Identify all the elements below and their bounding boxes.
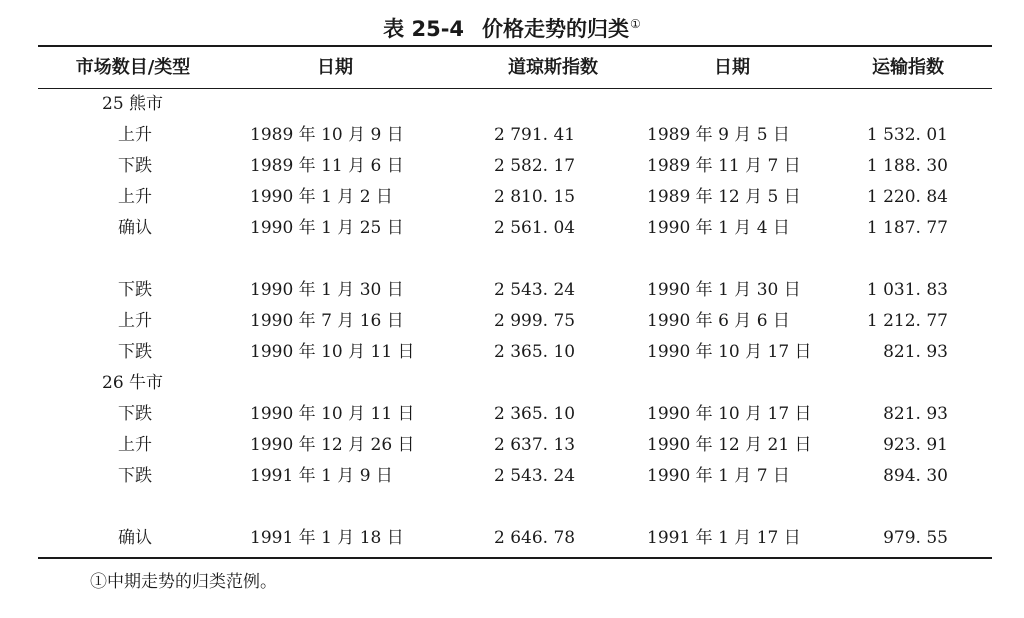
move-type: 确认 — [118, 218, 152, 238]
transport-value: 821. 93 — [883, 404, 948, 424]
transport-date: 1990 年 6 月 6 日 — [647, 311, 790, 331]
table-title-text: 价格走势的归类 — [482, 17, 630, 41]
transport-date: 1990 年 10 月 17 日 — [647, 342, 812, 362]
dow-value: 2 646. 78 — [494, 528, 576, 548]
header-date-dow: 日期 — [317, 57, 353, 78]
transport-value: 1 187. 77 — [866, 218, 948, 238]
move-type: 上升 — [118, 311, 152, 331]
footnote: ①中期走势的归类范例。 — [90, 572, 277, 592]
top-rule — [38, 45, 992, 47]
dow-date: 1991 年 1 月 18 日 — [250, 528, 404, 548]
footnote-marker: ① — [630, 17, 641, 31]
table-number: 表 25-4 — [383, 17, 465, 41]
move-type: 下跌 — [118, 404, 152, 424]
dow-value: 2 561. 04 — [494, 218, 576, 238]
move-type: 上升 — [118, 435, 152, 455]
table-row — [38, 461, 992, 492]
dow-date: 1990 年 1 月 2 日 — [250, 187, 393, 207]
move-type: 上升 — [118, 125, 152, 145]
table-row — [38, 151, 992, 182]
group-label: 25 熊市 — [102, 94, 164, 114]
table-row — [38, 275, 992, 306]
table-row — [38, 120, 992, 151]
dow-date: 1990 年 12 月 26 日 — [250, 435, 415, 455]
move-type: 下跌 — [118, 156, 152, 176]
table-row — [38, 399, 992, 430]
transport-date: 1990 年 1 月 7 日 — [647, 466, 790, 486]
dow-value: 2 637. 13 — [494, 435, 576, 455]
bottom-rule — [38, 557, 992, 559]
dow-value: 2 582. 17 — [494, 156, 576, 176]
header-dow-index: 道琼斯指数 — [508, 57, 598, 78]
table-row — [38, 430, 992, 461]
transport-value: 821. 93 — [883, 342, 948, 362]
dow-value: 2 543. 24 — [494, 466, 576, 486]
table-row — [38, 337, 992, 368]
transport-date: 1989 年 12 月 5 日 — [647, 187, 801, 207]
transport-date: 1990 年 10 月 17 日 — [647, 404, 812, 424]
transport-value: 979. 55 — [883, 528, 948, 548]
move-type: 下跌 — [118, 280, 152, 300]
dow-value: 2 791. 41 — [494, 125, 576, 145]
transport-date: 1990 年 12 月 21 日 — [647, 435, 812, 455]
group-label: 26 牛市 — [102, 373, 164, 393]
header-market-type: 市场数目/类型 — [75, 57, 191, 78]
table-title — [0, 8, 1024, 45]
dow-value: 2 810. 15 — [494, 187, 576, 207]
dow-date: 1990 年 1 月 30 日 — [250, 280, 404, 300]
move-type: 上升 — [118, 187, 152, 207]
group-row — [38, 89, 992, 120]
transport-value: 1 532. 01 — [866, 125, 948, 145]
transport-value: 1 188. 30 — [866, 156, 948, 176]
dow-date: 1990 年 10 月 11 日 — [250, 342, 415, 362]
dow-value: 2 999. 75 — [494, 311, 576, 331]
table-row — [38, 182, 992, 213]
move-type: 确认 — [118, 528, 152, 548]
dow-date: 1989 年 10 月 9 日 — [250, 125, 404, 145]
dow-date: 1991 年 1 月 9 日 — [250, 466, 393, 486]
transport-value: 1 212. 77 — [866, 311, 948, 331]
move-type: 下跌 — [118, 466, 152, 486]
dow-value: 2 365. 10 — [494, 404, 576, 424]
header-transport-index: 运输指数 — [872, 57, 944, 78]
dow-value: 2 365. 10 — [494, 342, 576, 362]
table-row — [38, 306, 992, 337]
table-body — [38, 89, 992, 554]
spacer-row — [38, 244, 992, 275]
transport-date: 1990 年 1 月 4 日 — [647, 218, 790, 238]
dow-value: 2 543. 24 — [494, 280, 576, 300]
dow-date: 1990 年 1 月 25 日 — [250, 218, 404, 238]
transport-value: 1 220. 84 — [866, 187, 948, 207]
dow-date: 1990 年 7 月 16 日 — [250, 311, 404, 331]
spacer-row — [38, 492, 992, 523]
transport-date: 1989 年 11 月 7 日 — [647, 156, 801, 176]
table-row — [38, 523, 992, 554]
transport-value: 1 031. 83 — [866, 280, 948, 300]
table-header — [38, 48, 992, 88]
transport-date: 1991 年 1 月 17 日 — [647, 528, 801, 548]
table-row — [38, 213, 992, 244]
move-type: 下跌 — [118, 342, 152, 362]
header-date-transport: 日期 — [714, 57, 750, 78]
dow-date: 1989 年 11 月 6 日 — [250, 156, 404, 176]
transport-value: 894. 30 — [883, 466, 948, 486]
group-row — [38, 368, 992, 399]
transport-date: 1989 年 9 月 5 日 — [647, 125, 790, 145]
transport-date: 1990 年 1 月 30 日 — [647, 280, 801, 300]
dow-date: 1990 年 10 月 11 日 — [250, 404, 415, 424]
transport-value: 923. 91 — [883, 435, 948, 455]
